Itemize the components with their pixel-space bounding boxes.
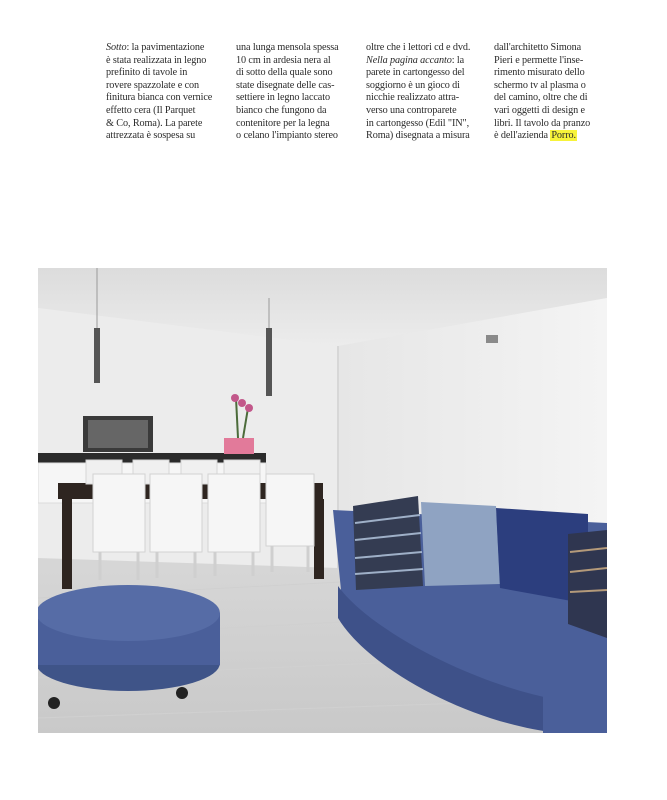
caption-line-text: verso una controparete bbox=[366, 104, 457, 116]
caption-line bbox=[106, 55, 224, 68]
caption-line bbox=[366, 105, 484, 118]
caption-line bbox=[106, 118, 224, 131]
caption-line-text: è dell'azienda bbox=[494, 130, 551, 142]
highlighted-brand-name: Porro. bbox=[551, 130, 576, 142]
caption-line-text: settiere in legno laccato bbox=[236, 92, 330, 104]
caption-line-text: o celano l'impianto stereo bbox=[236, 130, 338, 142]
caption-line-text: rovere spazzolate e con bbox=[106, 79, 200, 91]
caption-line-text: 10 cm in ardesia nera al bbox=[236, 54, 331, 66]
caption-line-text: Pieri e permette l'inse- bbox=[494, 54, 584, 66]
caption-line-text: Roma) disegnata a misura bbox=[366, 130, 470, 142]
caption-line-text: soggiorno è un gioco di bbox=[366, 79, 460, 91]
caption-line-text: nicchie realizzato attra- bbox=[366, 92, 460, 104]
caption-line bbox=[494, 92, 612, 105]
caption-line-text: state disegnate delle cas- bbox=[236, 79, 335, 91]
caption-line bbox=[236, 67, 354, 80]
caption-line bbox=[236, 80, 354, 93]
caption-line bbox=[236, 92, 354, 105]
caption-italic-lead: Sotto bbox=[106, 42, 127, 53]
caption-line-text: & Co, Roma). La parete bbox=[106, 117, 203, 129]
caption-line-text: contenitore per la legna bbox=[236, 117, 330, 129]
caption-line bbox=[236, 55, 354, 68]
caption-line bbox=[236, 105, 354, 118]
caption-line-text: di sotto della quale sono bbox=[236, 67, 333, 79]
caption-line bbox=[106, 80, 224, 93]
caption-column-1 bbox=[106, 42, 224, 143]
caption-line bbox=[106, 130, 224, 143]
caption-line-text: effetto cera (Il Parquet bbox=[106, 104, 196, 116]
caption-line bbox=[106, 42, 224, 55]
caption-line-text: oltre che i lettori cd e dvd. bbox=[366, 42, 471, 53]
caption-column-2 bbox=[236, 42, 354, 143]
caption-line-text: attrezzata è sospesa su bbox=[106, 130, 196, 142]
caption-line-text: in cartongesso (Edil "IN", bbox=[366, 117, 470, 129]
caption-line bbox=[366, 67, 484, 80]
caption-line bbox=[494, 130, 612, 143]
caption-italic-lead: Nella pagina accanto bbox=[366, 54, 452, 66]
caption-line bbox=[494, 42, 612, 55]
caption-line-text: dall'architetto Simona bbox=[494, 42, 582, 53]
caption-column-3 bbox=[366, 42, 484, 143]
caption-line-text: bianco che fungono da bbox=[236, 104, 327, 116]
caption-line bbox=[366, 80, 484, 93]
caption-line-text: schermo tv al plasma o bbox=[494, 79, 586, 91]
living-room-illustration bbox=[38, 268, 607, 733]
caption-line bbox=[106, 67, 224, 80]
caption-line bbox=[494, 118, 612, 131]
caption-line-text: del camino, oltre che di bbox=[494, 92, 588, 104]
living-room-photo bbox=[38, 268, 607, 733]
caption-line-text: una lunga mensola spessa bbox=[236, 42, 339, 53]
caption-line bbox=[494, 55, 612, 68]
caption-line bbox=[494, 67, 612, 80]
caption-line-text: vari oggetti di design e bbox=[494, 104, 585, 116]
caption-line bbox=[366, 55, 484, 68]
caption-line bbox=[236, 130, 354, 143]
caption-line-text: è stata realizzata in legno bbox=[106, 54, 207, 66]
caption-line bbox=[366, 42, 484, 55]
caption-line bbox=[236, 42, 354, 55]
caption-line bbox=[494, 105, 612, 118]
caption-line bbox=[366, 118, 484, 131]
caption-line-text: rimento misurato dello bbox=[494, 67, 585, 79]
caption-line-text: prefinito di tavole in bbox=[106, 67, 188, 79]
caption-line-text: parete in cartongesso del bbox=[366, 67, 465, 79]
caption-line-text: : la pavimentazione bbox=[126, 42, 205, 53]
caption-line bbox=[236, 118, 354, 131]
caption-line bbox=[366, 130, 484, 143]
caption-line bbox=[494, 80, 612, 93]
caption-line-text: finitura bianca con vernice bbox=[106, 92, 213, 104]
caption-line-text: : la bbox=[451, 54, 465, 66]
caption-line-text: libri. Il tavolo da pranzo bbox=[494, 117, 591, 129]
caption-text bbox=[106, 42, 616, 152]
caption-line bbox=[106, 92, 224, 105]
caption-column-4 bbox=[494, 42, 612, 143]
caption-line bbox=[366, 92, 484, 105]
caption-line bbox=[106, 105, 224, 118]
